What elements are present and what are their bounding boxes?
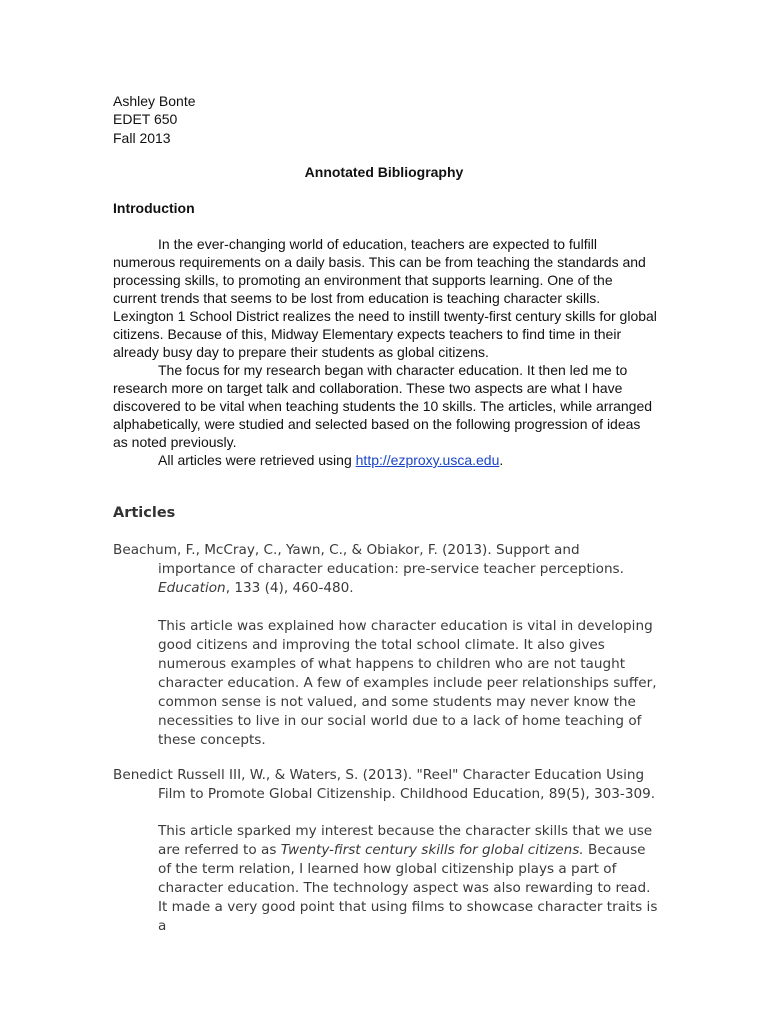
intro-paragraph-3 (113, 451, 658, 469)
annotation-benedict-russell (158, 822, 658, 936)
annotation-benedict-prefix: This article sparked my interest because the character skills that we use are referred to as (158, 823, 653, 858)
ezproxy-link[interactable]: http://ezproxy.usca.edu (355, 452, 500, 468)
annotation-beachum: This article was explained how character education is vital in developing good citizens and improving the total school climate. It also gives numerous examples of what happens to children who are not taught character education. A few of examples include peer relationships suffer, common sense is not valued, and some students may never know the necessities to live in our social world due to a lack of home teaching of these concepts. (158, 618, 657, 748)
author-name: Ashley Bonte (113, 93, 196, 109)
document-title: Annotated Bibliography (304, 164, 464, 180)
citation-benedict-russell: Benedict Russell III, W., & Waters, S. (2013). "Reel" Character Education Using Film to Promote Global Citizenship. Childhood Education, 89(5), 303-309. (113, 767, 656, 802)
articles-heading: Articles (113, 505, 176, 521)
annotation-benedict-italic: Twenty-first century skills for global citizens. (280, 842, 584, 858)
citation-beachum-main: Beachum, F., McCray, C., Yawn, C., & Obiakor, F. (2013). Support and importance of character education: pre-service teacher perceptions. (113, 542, 624, 577)
citation-beachum (113, 541, 658, 598)
intro-p3-text: All articles were retrieved using (158, 452, 356, 468)
intro-p3-suffix: . (499, 452, 504, 468)
author-header (113, 92, 196, 147)
introduction-body (113, 235, 658, 469)
annotation-benedict-suffix: Because of the term relation, I learned how global citizenship plays a part of character education. The technology aspect was also rewarding to read. It made a very good point that using films to showcase character traits is a (158, 842, 658, 934)
term: Fall 2013 (113, 129, 171, 146)
course-code: EDET 650 (113, 111, 178, 128)
citation-beachum-journal: Education (158, 580, 226, 596)
intro-paragraph-1: In the ever-changing world of education, teachers are expected to fulfill numerous requirements on a daily basis. This can be from teaching the standards and processing skills, to promoting an environment that supports learning. One of the current trends that seems to be lost from education is teaching character skills. Lexington 1 School District realizes the need to instill twenty-first century skills for global citizens. Because of this, Midway Elementary expects teachers to find time in their already busy day to prepare their students as global citizens. (113, 236, 657, 360)
intro-paragraph-2: The focus for my research began with character education. It then led me to research more on target talk and collaboration. These two aspects are what I have discovered to be vital when teaching students the 10 skills. The articles, while arranged alphabetically, were studied and selected based on the following progression of ideas as noted previously. (113, 362, 653, 450)
introduction-heading: Introduction (113, 200, 195, 216)
citation-beachum-tail: , 133 (4), 460-480. (225, 580, 354, 596)
